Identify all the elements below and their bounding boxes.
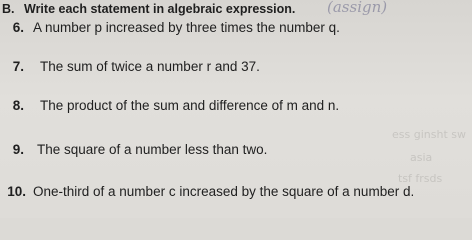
item-number: 8. <box>12 98 24 113</box>
item-number: 10. <box>7 184 26 199</box>
section-instruction: Write each statement in algebraic expression. <box>24 2 296 16</box>
item-number: 6. <box>12 20 24 35</box>
item-text: One-third of a number c increased by the square of a number d. <box>33 184 415 199</box>
item-text: The product of the sum and difference of m and n. <box>40 98 340 113</box>
item-number: 9. <box>12 142 24 157</box>
item-text: The square of a number less than two. <box>37 142 268 157</box>
item-number: 7. <box>12 59 24 74</box>
section-letter: B. <box>2 2 15 16</box>
item-text: The sum of twice a number r and 37. <box>40 59 260 74</box>
item-text: A number p increased by three times the number q. <box>33 20 340 35</box>
bleed-through-text: ess ginsht sw <box>392 128 466 141</box>
bleed-through-text: tsf frsds <box>398 172 443 185</box>
bleed-through-text: asia <box>410 151 433 164</box>
handwritten-note: (assign) <box>327 0 388 16</box>
